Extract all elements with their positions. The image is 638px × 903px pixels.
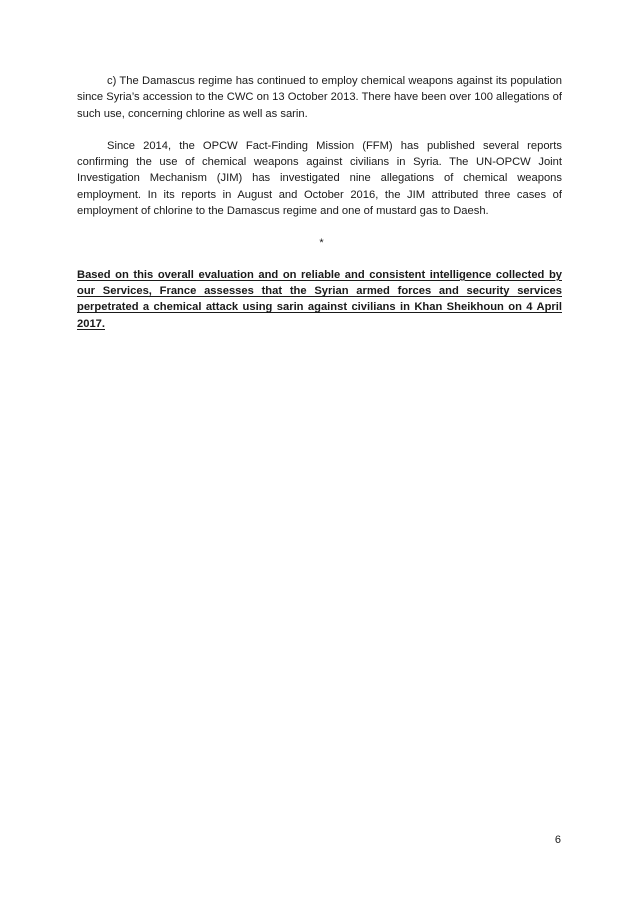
paragraph-opcw-reports: Since 2014, the OPCW Fact-Finding Mission (FFM) has published several reports confirming the use of chemical weapons against civilians in Syria. The UN-OPCW Joint Investigation Mechanism (JIM) has investigated nine allegations of chemical weapons employment. In its reports in August and October 2016, the JIM attributed three cases of employment of chlorine to the Damascus regime and one of mustard gas to Daesh. — [77, 139, 562, 218]
page-number: 6 — [554, 834, 561, 846]
page-content — [77, 73, 562, 332]
conclusion-statement: Based on this overall evaluation and on reliable and consistent intelligence collected by our Services, France assesses that the Syrian armed forces and security services perpetrated a chemical attack using sarin against civilians in Khan Sheikhoun on 4 April 2017. — [77, 268, 562, 330]
section-separator: * — [319, 237, 324, 250]
paragraph-chemical-weapons-use: c) The Damascus regime has continued to employ chemical weapons against its population since Syria’s accession to the CWC on 13 October 2013. There have been over 100 allegations of such use, concerning chlorine as well as sarin. — [77, 75, 562, 120]
